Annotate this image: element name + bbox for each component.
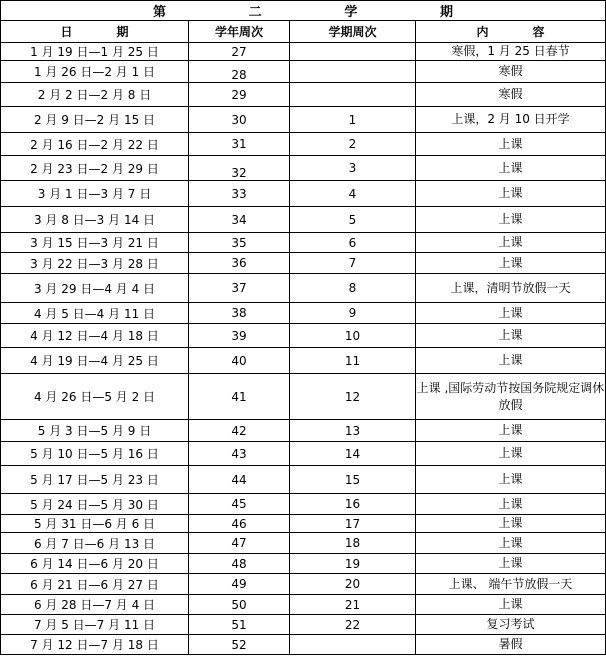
date-cell: 2 月 2 日—2 月 8 日 xyxy=(1,83,189,107)
title-char: 二 xyxy=(248,5,262,20)
year-week-cell: 39 xyxy=(189,324,290,348)
year-week-cell: 33 xyxy=(189,181,290,207)
date-cell: 3 月 1 日—3 月 7 日 xyxy=(1,181,189,207)
date-cell: 2 月 16 日—2 月 22 日 xyxy=(1,133,189,156)
term-week-cell: 14 xyxy=(290,442,416,466)
year-week-cell: 31 xyxy=(189,133,290,156)
table-row xyxy=(1,494,606,515)
table-row xyxy=(1,253,606,274)
year-week-cell: 30 xyxy=(189,107,290,133)
term-week-cell xyxy=(290,43,416,61)
year-week-cell: 29 xyxy=(189,83,290,107)
header-date: 日 期 xyxy=(1,21,189,43)
content-cell: 上课 xyxy=(416,442,606,466)
table-row xyxy=(1,515,606,533)
date-cell: 4 月 26 日—5 月 2 日 xyxy=(1,374,189,420)
table-row xyxy=(1,107,606,133)
table-row xyxy=(1,181,606,207)
year-week-cell: 43 xyxy=(189,442,290,466)
table-row xyxy=(1,466,606,494)
date-cell: 3 月 15 日—3 月 21 日 xyxy=(1,233,189,253)
term-week-cell: 7 xyxy=(290,253,416,274)
date-cell: 5 月 31 日—6 月 6 日 xyxy=(1,515,189,533)
table-row xyxy=(1,374,606,420)
date-cell: 3 月 8 日—3 月 14 日 xyxy=(1,207,189,233)
term-week-cell: 1 xyxy=(290,107,416,133)
content-cell: 上课 xyxy=(416,233,606,253)
content-cell: 寒假，1 月 25 日春节 xyxy=(416,43,606,61)
year-week-cell: 40 xyxy=(189,348,290,374)
content-cell: 上课 xyxy=(416,420,606,442)
content-cell: 上课 xyxy=(416,133,606,156)
date-cell: 1 月 19 日—1 月 25 日 xyxy=(1,43,189,61)
table-row xyxy=(1,420,606,442)
table-row xyxy=(1,324,606,348)
title-char: 学 xyxy=(344,5,358,20)
table-row xyxy=(1,554,606,574)
content-cell: 上课 xyxy=(416,181,606,207)
term-week-cell: 9 xyxy=(290,303,416,324)
term-week-cell: 21 xyxy=(290,595,416,615)
term-week-cell: 4 xyxy=(290,181,416,207)
year-week-cell: 49 xyxy=(189,574,290,595)
year-week-cell: 35 xyxy=(189,233,290,253)
table-row xyxy=(1,207,606,233)
table-body xyxy=(1,43,606,655)
table-row xyxy=(1,133,606,156)
content-cell: 上课 xyxy=(416,554,606,574)
table-title-row xyxy=(1,1,606,21)
date-cell: 2 月 23 日—2 月 29 日 xyxy=(1,156,189,181)
term-week-cell xyxy=(290,83,416,107)
content-cell: 上课 xyxy=(416,515,606,533)
date-cell: 6 月 7 日—6 月 13 日 xyxy=(1,533,189,554)
term-week-cell: 2 xyxy=(290,133,416,156)
header-term-week: 学期周次 xyxy=(290,21,416,43)
table-title xyxy=(1,1,606,21)
content-cell: 上课、 端午节放假一天 xyxy=(416,574,606,595)
content-cell: 上课 xyxy=(416,324,606,348)
content-cell: 上课 xyxy=(416,348,606,374)
content-cell: 复习考试 xyxy=(416,615,606,635)
term-week-cell: 15 xyxy=(290,466,416,494)
year-week-cell: 42 xyxy=(189,420,290,442)
year-week-cell: 27 xyxy=(189,43,290,61)
content-cell: 上课 xyxy=(416,303,606,324)
table-row xyxy=(1,442,606,466)
date-cell: 1 月 26 日—2 月 1 日 xyxy=(1,61,189,83)
term-week-cell: 20 xyxy=(290,574,416,595)
date-cell: 3 月 29 日—4 月 4 日 xyxy=(1,274,189,303)
header-year-week: 学年周次 xyxy=(189,21,290,43)
year-week-cell: 32 xyxy=(189,156,290,181)
table-row xyxy=(1,533,606,554)
content-cell: 寒假 xyxy=(416,83,606,107)
content-cell: 上课 xyxy=(416,494,606,515)
column-header-row xyxy=(1,21,606,43)
date-cell: 7 月 12 日—7 月 18 日 xyxy=(1,635,189,655)
date-cell: 6 月 28 日—7 月 4 日 xyxy=(1,595,189,615)
date-cell: 4 月 19 日—4 月 25 日 xyxy=(1,348,189,374)
term-week-cell: 3 xyxy=(290,156,416,181)
table-row xyxy=(1,303,606,324)
content-cell: 寒假 xyxy=(416,61,606,83)
date-cell: 5 月 3 日—5 月 9 日 xyxy=(1,420,189,442)
term-week-cell: 16 xyxy=(290,494,416,515)
title-char: 第 xyxy=(153,5,167,20)
date-cell: 4 月 12 日—4 月 18 日 xyxy=(1,324,189,348)
year-week-cell: 52 xyxy=(189,635,290,655)
year-week-cell: 48 xyxy=(189,554,290,574)
term-week-cell: 12 xyxy=(290,374,416,420)
year-week-cell: 37 xyxy=(189,274,290,303)
date-cell: 5 月 24 日—5 月 30 日 xyxy=(1,494,189,515)
term-week-cell: 11 xyxy=(290,348,416,374)
table-row xyxy=(1,274,606,303)
date-cell: 2 月 9 日—2 月 15 日 xyxy=(1,107,189,133)
year-week-cell: 28 xyxy=(189,61,290,83)
year-week-cell: 34 xyxy=(189,207,290,233)
year-week-cell: 50 xyxy=(189,595,290,615)
term-week-cell xyxy=(290,61,416,83)
content-cell: 上课 ,国际劳动节按国务院规定调休放假 xyxy=(416,374,606,420)
title-char: 期 xyxy=(439,5,453,20)
year-week-cell: 46 xyxy=(189,515,290,533)
term-week-cell: 8 xyxy=(290,274,416,303)
content-cell: 上课 xyxy=(416,207,606,233)
table-row xyxy=(1,61,606,83)
year-week-cell: 47 xyxy=(189,533,290,554)
table-row xyxy=(1,156,606,181)
content-cell: 上课，2 月 10 日开学 xyxy=(416,107,606,133)
table-row xyxy=(1,43,606,61)
year-week-cell: 36 xyxy=(189,253,290,274)
year-week-cell: 41 xyxy=(189,374,290,420)
year-week-cell: 44 xyxy=(189,466,290,494)
term-week-cell xyxy=(290,635,416,655)
term-week-cell: 5 xyxy=(290,207,416,233)
content-cell: 上课 xyxy=(416,533,606,554)
year-week-cell: 51 xyxy=(189,615,290,635)
content-cell: 暑假 xyxy=(416,635,606,655)
table-row xyxy=(1,635,606,655)
term-week-cell: 17 xyxy=(290,515,416,533)
content-cell: 上课 xyxy=(416,253,606,274)
header-content: 内 容 xyxy=(416,21,606,43)
date-cell: 7 月 5 日—7 月 11 日 xyxy=(1,615,189,635)
term-week-cell: 18 xyxy=(290,533,416,554)
term-week-cell: 10 xyxy=(290,324,416,348)
term-week-cell: 19 xyxy=(290,554,416,574)
table-row xyxy=(1,233,606,253)
table-row xyxy=(1,615,606,635)
date-cell: 5 月 10 日—5 月 16 日 xyxy=(1,442,189,466)
date-cell: 6 月 14 日—6 月 20 日 xyxy=(1,554,189,574)
date-cell: 4 月 5 日—4 月 11 日 xyxy=(1,303,189,324)
table-row xyxy=(1,574,606,595)
content-cell: 上课 xyxy=(416,595,606,615)
term-week-cell: 6 xyxy=(290,233,416,253)
year-week-cell: 45 xyxy=(189,494,290,515)
content-cell: 上课，清明节放假一天 xyxy=(416,274,606,303)
date-cell: 3 月 22 日—3 月 28 日 xyxy=(1,253,189,274)
term-week-cell: 13 xyxy=(290,420,416,442)
year-week-cell: 38 xyxy=(189,303,290,324)
term-week-cell: 22 xyxy=(290,615,416,635)
table-row xyxy=(1,595,606,615)
table-row xyxy=(1,348,606,374)
date-cell: 5 月 17 日—5 月 23 日 xyxy=(1,466,189,494)
content-cell: 上课 xyxy=(416,466,606,494)
content-cell: 上课 xyxy=(416,156,606,181)
table-row xyxy=(1,83,606,107)
date-cell: 6 月 21 日—6 月 27 日 xyxy=(1,574,189,595)
